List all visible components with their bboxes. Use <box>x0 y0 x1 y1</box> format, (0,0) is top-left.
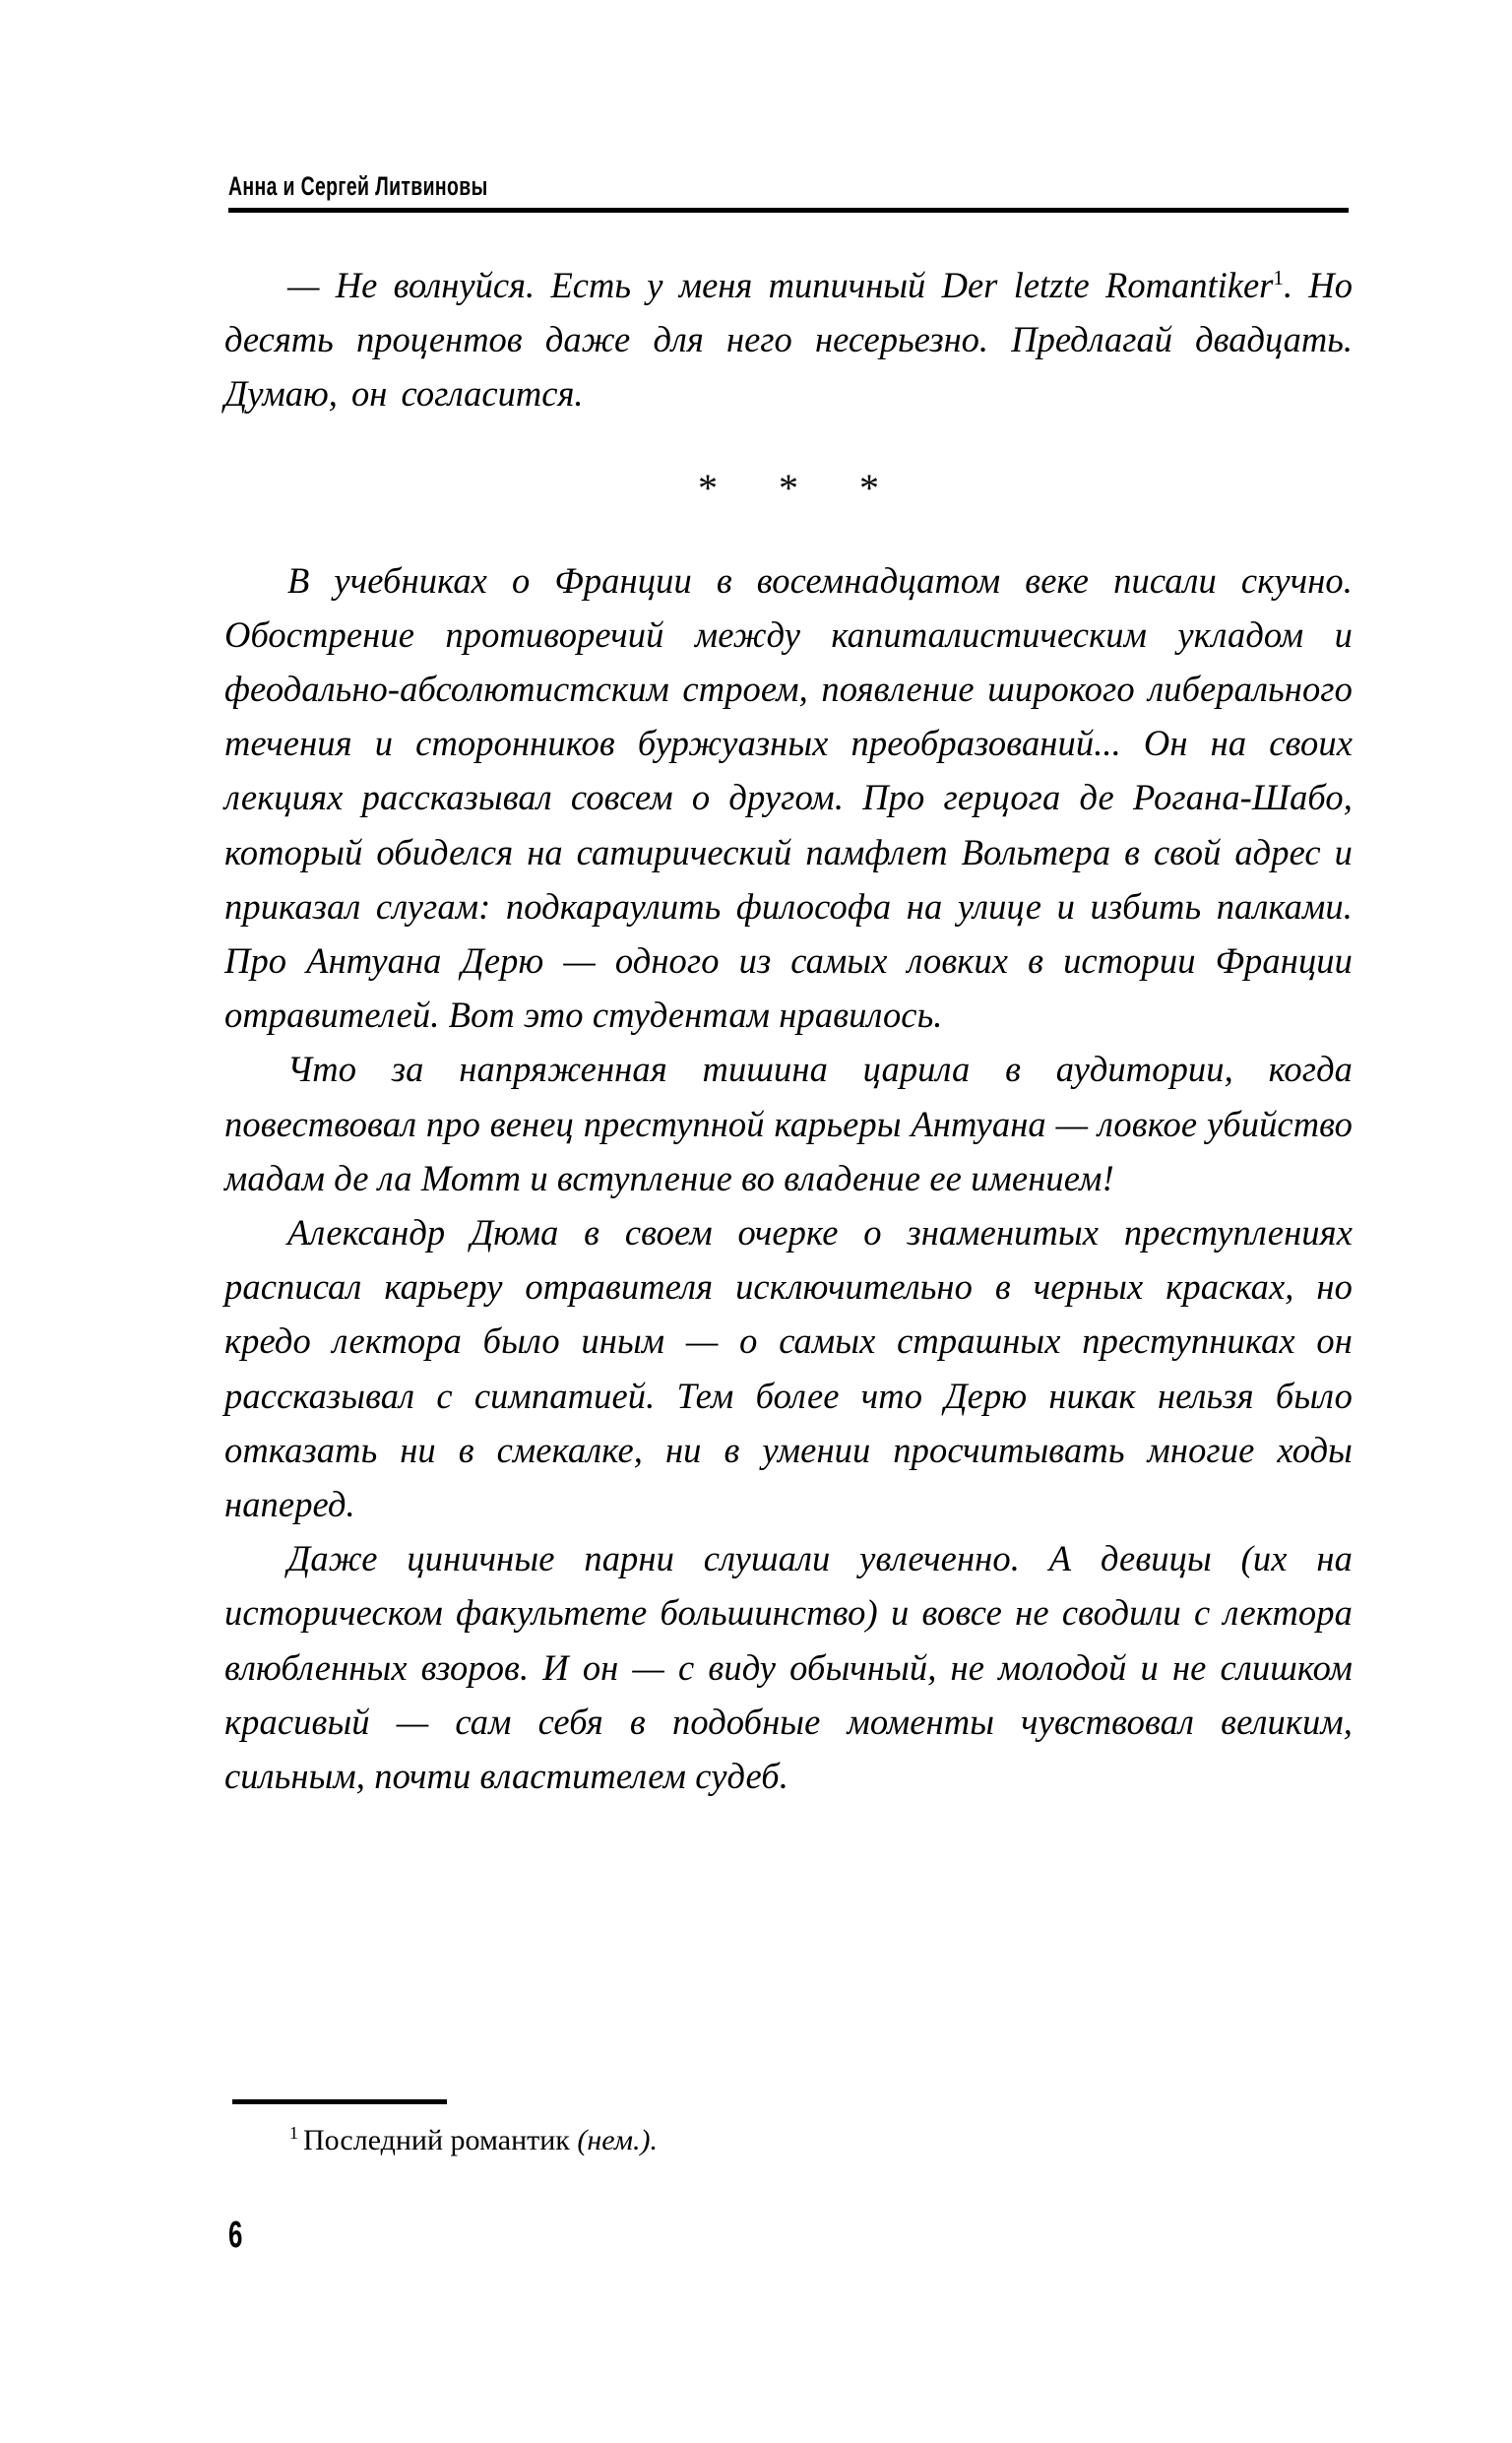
running-head <box>228 172 1351 213</box>
dialogue-text-after-footnote: . Но десять процентов даже для него несерьезно. Предлагай двадцать. Думаю, он согласится. <box>224 265 1353 415</box>
footnote-entry <box>232 2121 1354 2160</box>
dialogue-text-before-footnote: — Не волнуйся. Есть у меня типичный Der letzte Romantiker <box>287 265 1274 305</box>
scene-break-asterisks: * * * <box>698 465 905 510</box>
running-head-title: Анна и Сергей Литвиновы <box>228 171 488 201</box>
footnote-separator-rule <box>232 2099 447 2104</box>
footnote-area <box>232 2099 1354 2160</box>
paragraph-body-1: В учебниках о Франции в восемнадцатом веке писали скучно. Обострение противоречий между капиталистическим укладом и феодально-абсолютистским строем, появление широкого либерального течения и сторонников буржуазных преобразований... Он на своих лекциях рассказывал совсем о другом. Про герцога де Рогана-Шабо, который обиделся на сатирический памфлет Вольтера в свой адрес и приказал слугам: подкараулить философа на улице и избить палками. Про Антуана Дерю — одного из самых ловких в истории Франции отравителей. Вот это студентам нравилось. <box>224 559 1353 1036</box>
page-number: 6 <box>228 2215 243 2256</box>
text-column <box>224 258 1353 1803</box>
footnote-entry-marker: 1 <box>289 2123 298 2143</box>
paragraph-body-2: Что за напряженная тишина царила в аудитории, когда повествовал про венец преступной карьеры Антуана — ловкое убийство мадам де ла Мотт и вступление во владение ее имением! <box>224 1049 1353 1198</box>
paragraph-body-4: Даже циничные парни слушали увлеченно. А девицы (их на историческом факультете большинство) и вовсе не сводили с лектора влюбленных взоров. И он — с виду обычный, не молодой и не слишком красивый — сам себя в подобные моменты чувствовал великим, сильным, почти властителем судеб. <box>224 1538 1353 1797</box>
footnote-entry-language: (нем.). <box>577 2124 658 2156</box>
paragraph-dialogue <box>224 258 1353 421</box>
paragraph-body-3: Александр Дюма в своем очерке о знаменитых преступлениях расписал карьеру отравителя исключительно в черных красках, но кредо лектора было иным — о самых страшных преступниках он рассказывал с симпатией. Тем более что Дерю никак нельзя было отказать ни в смекалке, ни в умении просчитывать многие ходы наперед. <box>224 1212 1353 1525</box>
footnote-entry-text: Последний романтик <box>303 2124 578 2156</box>
running-head-rule <box>228 208 1349 213</box>
footnote-reference[interactable]: 1 <box>1273 265 1284 289</box>
